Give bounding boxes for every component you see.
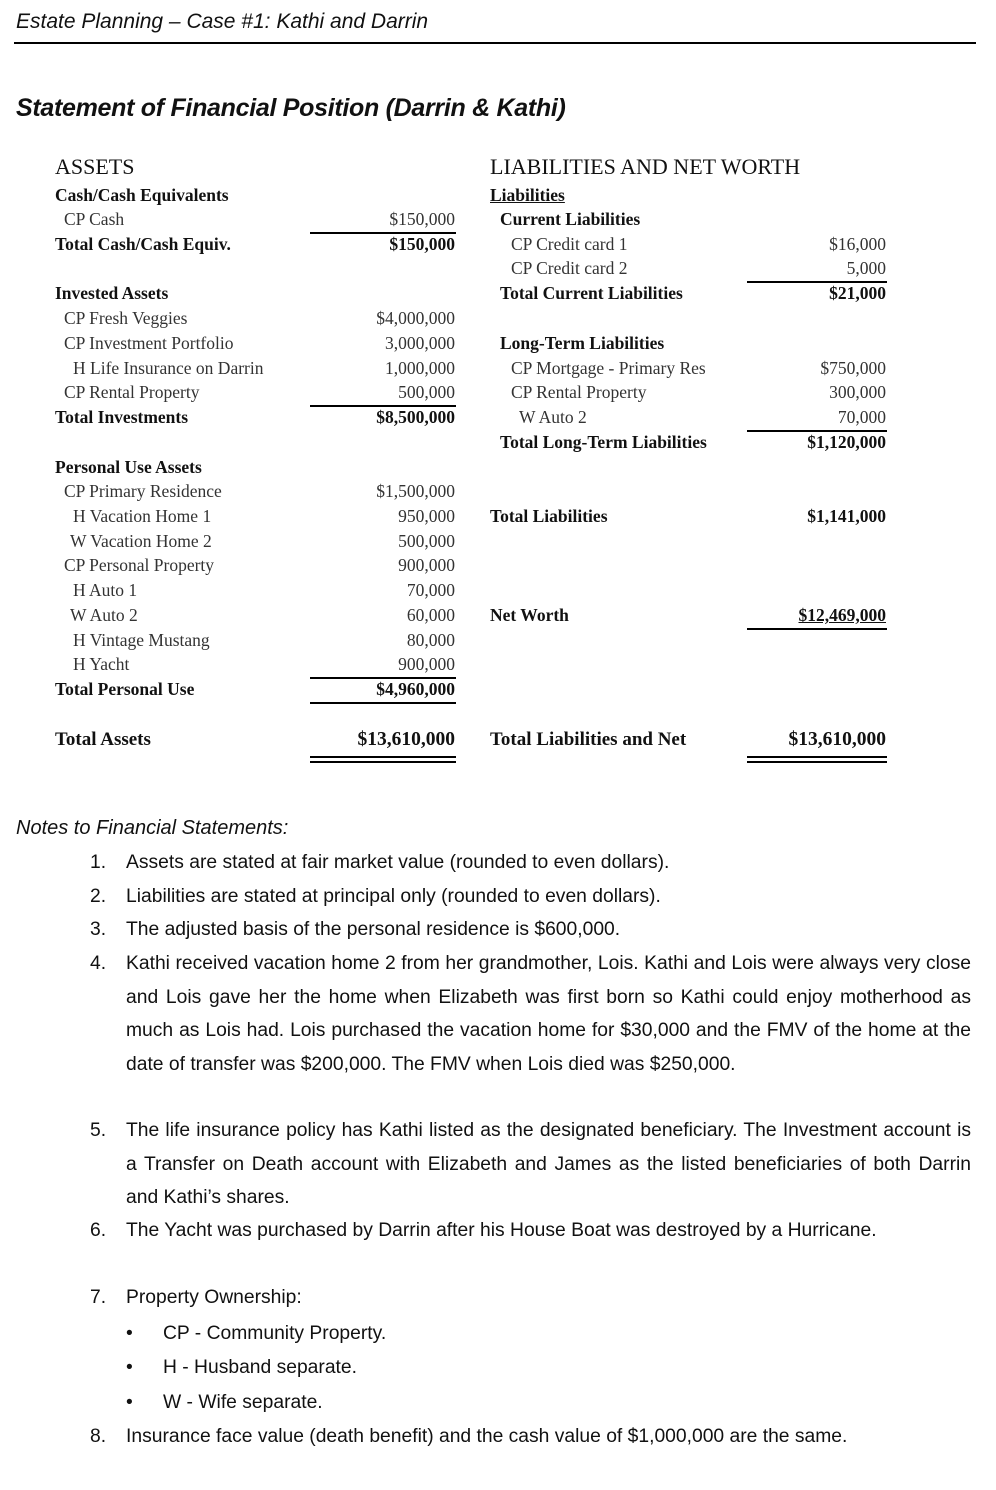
notes-title: Notes to Financial Statements: — [16, 817, 289, 839]
note-text: Assets are stated at fair market value (rounded to even dollars). — [126, 852, 670, 873]
bullet-text: W - Wife separate. — [163, 1392, 323, 1413]
note-text: Insurance face value (death benefit) and the cash value of $1,000,000 are the same. — [126, 1426, 848, 1447]
cash-total-label: Total Cash/Cash Equiv. — [55, 234, 231, 254]
total-liabilities-net-label: Total Liabilities and Net — [490, 729, 687, 750]
double-rule-top — [310, 756, 456, 758]
assets-heading: ASSETS — [55, 154, 135, 179]
asset-amount: $4,000,000 — [376, 308, 455, 328]
invested-total-amount: $8,500,000 — [376, 407, 455, 427]
current-heading: Current Liabilities — [500, 209, 641, 229]
double-rule-bottom — [310, 761, 456, 763]
asset-label: CP Rental Property — [64, 382, 200, 402]
note-item — [90, 1281, 971, 1315]
asset-amount: 60,000 — [406, 605, 455, 625]
liabilities-heading: LIABILITIES AND NET WORTH — [490, 154, 801, 179]
note-item — [90, 846, 971, 880]
liability-amount: 300,000 — [829, 382, 886, 402]
liability-amount: $16,000 — [829, 234, 886, 254]
note-item — [90, 1114, 971, 1215]
asset-label: H Yacht — [73, 654, 130, 674]
asset-amount: 70,000 — [406, 580, 455, 600]
liability-amount: 70,000 — [837, 407, 886, 427]
asset-amount: 500,000 — [398, 382, 455, 402]
bullet-icon: • — [126, 1392, 133, 1413]
longterm-heading: Long-Term Liabilities — [500, 333, 665, 353]
asset-label: H Vacation Home 1 — [73, 506, 212, 526]
note-item — [90, 1214, 971, 1248]
asset-label: H Auto 1 — [73, 580, 138, 600]
asset-label: W Vacation Home 2 — [70, 531, 212, 551]
current-total-label: Total Current Liabilities — [500, 283, 683, 303]
liability-label: CP Rental Property — [511, 382, 647, 402]
asset-amount: 900,000 — [398, 654, 455, 674]
asset-amount: 950,000 — [398, 506, 455, 526]
asset-label: CP Cash — [64, 209, 125, 229]
liability-label: CP Mortgage - Primary Res — [511, 358, 706, 378]
note-number: 6. — [90, 1220, 107, 1241]
bullet-text: CP - Community Property. — [163, 1323, 387, 1344]
longterm-total-amount: $1,120,000 — [807, 432, 886, 452]
note-item — [90, 880, 971, 914]
asset-amount: $150,000 — [389, 209, 455, 229]
total-rule — [310, 702, 456, 704]
note-item — [90, 947, 971, 1081]
asset-amount: $1,500,000 — [376, 481, 455, 501]
cash-heading: Cash/Cash Equivalents — [55, 185, 229, 205]
note-text: The Yacht was purchased by Darrin after his House Boat was destroyed by a Hurricane. — [126, 1220, 877, 1241]
asset-label: W Auto 2 — [70, 605, 138, 625]
asset-amount: 3,000,000 — [385, 333, 455, 353]
liability-amount: 5,000 — [846, 258, 886, 278]
ownership-bullet — [126, 1317, 386, 1351]
asset-amount: 80,000 — [406, 630, 455, 650]
note-number: 5. — [90, 1120, 107, 1141]
page-title: Statement of Financial Position (Darrin & Kathi) — [16, 94, 566, 122]
net-worth-label: Net Worth — [490, 605, 569, 625]
note-number: 7. — [90, 1287, 107, 1308]
cash-total-amount: $150,000 — [389, 234, 455, 254]
note-number: 8. — [90, 1426, 107, 1447]
total-liabilities-net-amount: $13,610,000 — [788, 729, 886, 750]
total-assets-label: Total Assets — [55, 729, 151, 750]
note-text: The life insurance policy has Kathi listed as the designated beneficiary. The Investment account is a Transfer on Death account with Elizabeth and James as the listed beneficiaries of both Darrin and Kathi’s shares. — [126, 1120, 971, 1208]
note-text: The adjusted basis of the personal residence is $600,000. — [126, 919, 621, 940]
liability-label: CP Credit card 1 — [511, 234, 628, 254]
liability-label: CP Credit card 2 — [511, 258, 628, 278]
asset-label: H Life Insurance on Darrin — [73, 358, 264, 378]
liabilities-subheading: Liabilities — [490, 185, 565, 205]
asset-label: CP Investment Portfolio — [64, 333, 234, 353]
note-number: 1. — [90, 852, 107, 873]
asset-amount: 500,000 — [398, 531, 455, 551]
bullet-icon: • — [126, 1323, 133, 1344]
note-number: 2. — [90, 886, 107, 907]
asset-label: CP Fresh Veggies — [64, 308, 188, 328]
invested-heading: Invested Assets — [55, 283, 169, 303]
asset-amount: 900,000 — [398, 555, 455, 575]
invested-total-label: Total Investments — [55, 407, 189, 427]
total-assets-amount: $13,610,000 — [357, 729, 455, 750]
page-header: Estate Planning – Case #1: Kathi and Darrin — [16, 10, 429, 33]
personal-total-amount: $4,960,000 — [376, 679, 455, 699]
total-liabilities-amount: $1,141,000 — [807, 506, 886, 526]
total-liabilities-label: Total Liabilities — [490, 506, 608, 526]
ownership-bullet — [126, 1351, 357, 1385]
personal-heading: Personal Use Assets — [55, 457, 202, 477]
note-number: 3. — [90, 919, 107, 940]
note-item — [90, 1420, 971, 1454]
longterm-total-label: Total Long-Term Liabilities — [500, 432, 707, 452]
asset-label: CP Personal Property — [64, 555, 215, 575]
asset-label: H Vintage Mustang — [73, 630, 210, 650]
double-rule-top — [747, 756, 887, 758]
personal-total-label: Total Personal Use — [55, 679, 195, 699]
asset-amount: 1,000,000 — [385, 358, 455, 378]
double-rule-bottom — [747, 761, 887, 763]
note-text: Kathi received vacation home 2 from her grandmother, Lois. Kathi and Lois were always very close and Lois gave her the home when Elizabeth was first born so Kathi could enjoy motherhood as much as Lois had. Lois purchased the vacation home for $30,000 and the FMV of the home at the date of transfer was $200,000. The FMV when Lois died was $250,000. — [126, 953, 971, 1075]
asset-label: CP Primary Residence — [64, 481, 222, 501]
header-divider — [14, 42, 976, 44]
net-worth-amount: $12,469,000 — [798, 605, 886, 625]
note-text: Property Ownership: — [126, 1287, 302, 1308]
bullet-icon: • — [126, 1357, 133, 1378]
note-number: 4. — [90, 953, 107, 974]
note-text: Liabilities are stated at principal only (rounded to even dollars). — [126, 886, 661, 907]
net-worth-rule — [747, 628, 887, 630]
liability-amount: $750,000 — [820, 358, 886, 378]
current-total-amount: $21,000 — [829, 283, 886, 303]
ownership-bullet — [126, 1386, 323, 1420]
liability-label: W Auto 2 — [519, 407, 587, 427]
note-item — [90, 913, 971, 947]
bullet-text: H - Husband separate. — [163, 1357, 357, 1378]
